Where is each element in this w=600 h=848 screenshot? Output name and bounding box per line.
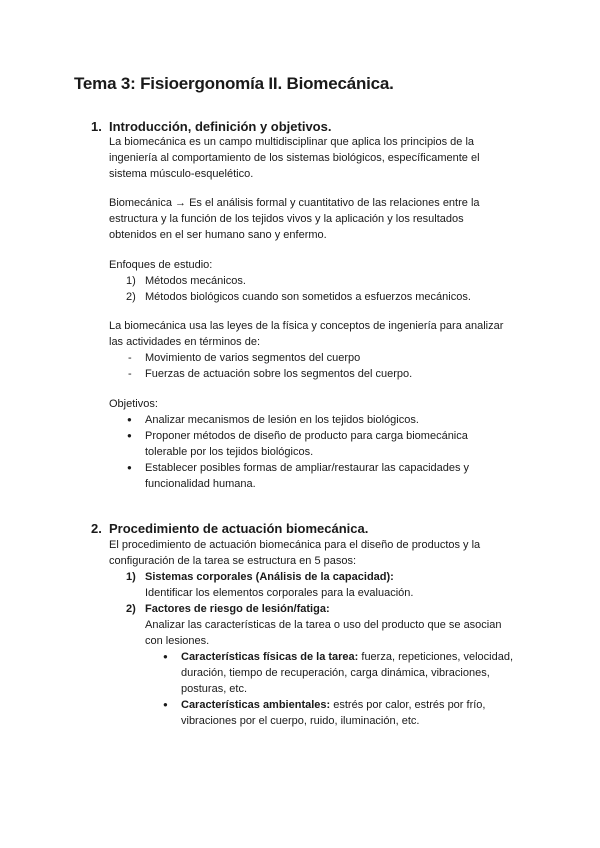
objective-3-line-1: Establecer posibles formas de ampliar/restaurar las capacidades y: [145, 462, 470, 474]
risk-factor-2-label: Características ambientales:: [181, 699, 331, 711]
objective-bullet-1: ●: [127, 415, 132, 424]
laws-line-2: las actividades en términos de:: [109, 336, 261, 348]
risk-factor-1-line-2: duración, tiempo de recuperación, carga dinámica, vibraciones,: [181, 667, 490, 679]
objectives-label: Objetivos:: [109, 398, 158, 410]
objective-bullet-3: ●: [127, 463, 132, 472]
objective-bullet-2: ●: [127, 431, 132, 440]
laws-marker-2: -: [128, 368, 132, 380]
step-1-marker: 1): [126, 571, 136, 583]
step-1-title: Sistemas corporales (Análisis de la capacidad):: [145, 571, 394, 583]
approach-marker-2: 2): [126, 291, 136, 303]
risk-factor-1-line-3: posturas, etc.: [181, 683, 248, 695]
risk-factor-1-label: Características físicas de la tarea:: [181, 651, 359, 663]
step-1-line-1: Identificar los elementos corporales para la evaluación.: [145, 587, 414, 599]
risk-bullet-1: ●: [163, 652, 168, 661]
risk-factor-1-line-1: [181, 649, 513, 665]
section1-number: 1.: [91, 119, 102, 134]
step-2-line-1: Analizar las características de la tarea o uso del producto que se asocian: [145, 619, 502, 631]
laws-item-2: Fuerzas de actuación sobre los segmentos del cuerpo.: [145, 368, 413, 380]
risk-bullet-2: ●: [163, 700, 168, 709]
step-2-line-2: con lesiones.: [145, 635, 210, 647]
objective-2-line-2: tolerable por los tejidos biológicos.: [145, 446, 314, 458]
section2-intro-line-2: configuración de la tarea se estructura en 5 pasos:: [109, 555, 357, 567]
approaches-label: Enfoques de estudio:: [109, 259, 213, 271]
definition-line-3: obtenidos en el ser humano sano y enfermo.: [109, 229, 327, 241]
step-2-marker: 2): [126, 603, 136, 615]
objective-2-line-1: Proponer métodos de diseño de producto para carga biomecánica: [145, 430, 468, 442]
approach-item-1: Métodos mecánicos.: [145, 275, 246, 287]
definition-line-1: Biomecánica → Es el análisis formal y cuantitativo de las relaciones entre la: [109, 197, 480, 209]
section1-intro-line-3: sistema músculo-esquelético.: [109, 168, 254, 180]
page-title: Tema 3: Fisioergonomía II. Biomecánica.: [74, 74, 394, 93]
laws-line-1: La biomecánica usa las leyes de la física y conceptos de ingeniería para analizar: [109, 320, 504, 332]
objective-3-line-2: funcionalidad humana.: [145, 478, 256, 490]
section1-intro-line-1: La biomecánica es un campo multidisciplinar que aplica los principios de la: [109, 136, 475, 148]
section2-number: 2.: [91, 521, 102, 536]
approach-item-2: Métodos biológicos cuando son sometidos a esfuerzos mecánicos.: [145, 291, 471, 303]
risk-factor-1-first: fuerza, repeticiones, velocidad,: [358, 651, 514, 663]
section1-intro-line-2: ingeniería al comportamiento de los sistemas biológicos, específicamente el: [109, 152, 480, 164]
section2-intro-line-1: El procedimiento de actuación biomecánica para el diseño de productos y la: [109, 539, 481, 551]
risk-factor-2-line-1: [181, 697, 485, 713]
step-2-title: Factores de riesgo de lesión/fatiga:: [145, 603, 330, 615]
risk-factor-2-line-2: vibraciones por el cuerpo, ruido, iluminación, etc.: [181, 715, 420, 727]
laws-item-1: Movimiento de varios segmentos del cuerpo: [145, 352, 361, 364]
laws-marker-1: -: [128, 352, 132, 364]
approach-marker-1: 1): [126, 275, 136, 287]
risk-factor-2-first: estrés por calor, estrés por frío,: [330, 699, 486, 711]
section1-heading: Introducción, definición y objetivos.: [109, 119, 332, 134]
objective-1-line-1: Analizar mecanismos de lesión en los tejidos biológicos.: [145, 414, 419, 426]
section2-heading: Procedimiento de actuación biomecánica.: [109, 521, 369, 536]
definition-line-2: estructura y la función de los tejidos vivos y la aplicación y los resultados: [109, 213, 464, 225]
